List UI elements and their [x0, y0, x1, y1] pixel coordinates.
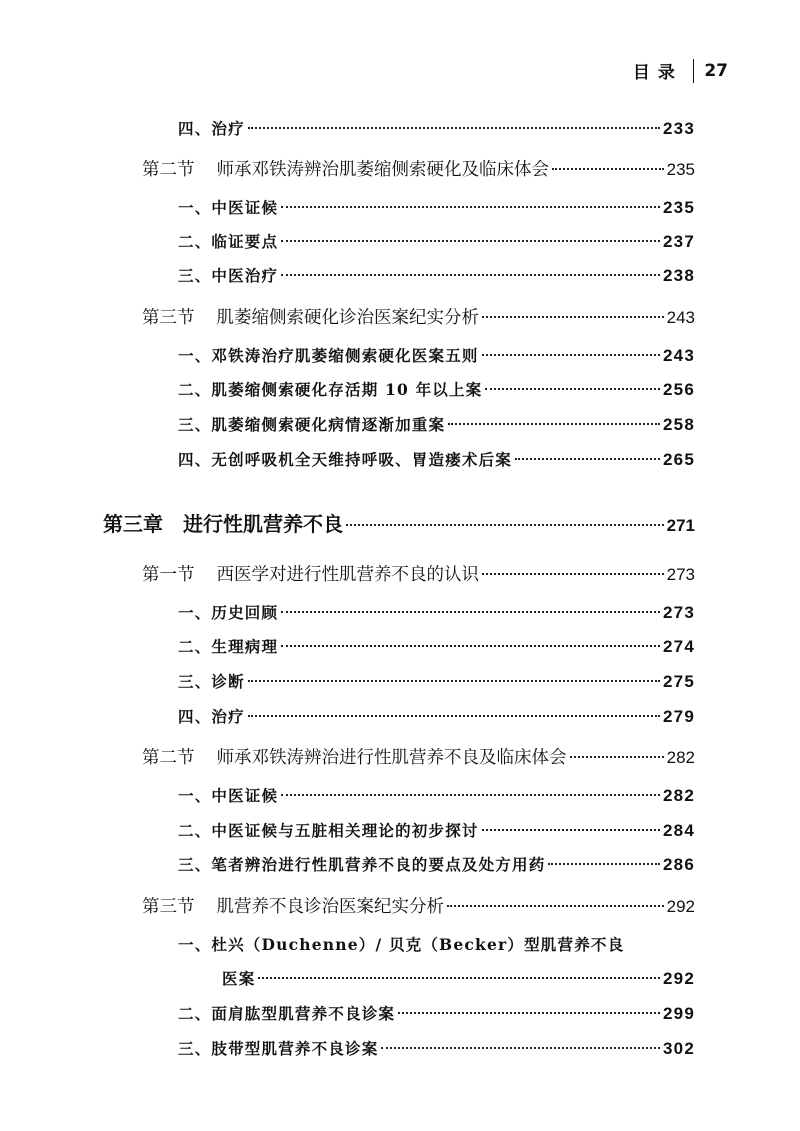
toc-number: 四、 [178, 119, 212, 138]
toc-entry[interactable] [178, 784, 695, 806]
toc-number: 第二节 [142, 748, 195, 768]
toc-entry[interactable] [178, 819, 695, 841]
toc-leader [515, 458, 660, 460]
toc-title: 治疗 [211, 119, 245, 138]
toc-leader [281, 240, 660, 242]
toc-number: 一、 [178, 346, 212, 365]
toc-entry[interactable] [178, 230, 695, 252]
toc-page: 243 [666, 308, 695, 327]
toc-title: 进行性肌营养不良 [183, 512, 343, 536]
toc-title: 肌营养不良诊治医案纪实分析 [216, 897, 444, 917]
toc-page: 265 [663, 450, 695, 469]
toc-title: 杜兴（Duchenne）/ 贝克（Becker）型肌营养不良 [211, 935, 625, 954]
toc-entry[interactable] [178, 344, 695, 366]
toc-page: 274 [663, 637, 695, 656]
toc-leader [281, 206, 660, 208]
toc-number: 二、 [178, 380, 212, 399]
toc-title: 肌萎缩侧索硬化存活期 10 年以上案 [211, 380, 483, 399]
toc-number: 三、 [178, 1039, 212, 1058]
toc-number: 第三节 [142, 897, 195, 917]
toc-number: 第一节 [142, 565, 195, 585]
toc-title: 西医学对进行性肌营养不良的认识 [216, 565, 479, 585]
toc-title: 笔者辨治进行性肌营养不良的要点及处方用药 [211, 855, 546, 874]
toc-entry[interactable] [178, 117, 695, 139]
toc-title: 生理病理 [211, 637, 279, 656]
header-page-number: 27 [704, 60, 728, 81]
toc-leader [398, 1012, 660, 1014]
toc-entry[interactable] [178, 196, 695, 218]
toc-page: 279 [663, 707, 695, 726]
toc-number: 二、 [178, 637, 212, 656]
toc-number: 三、 [178, 855, 212, 874]
toc-title: 面肩肱型肌营养不良诊案 [211, 1004, 396, 1023]
toc-leader [570, 756, 664, 758]
toc-page: 273 [666, 565, 695, 584]
toc-title: 历史回顾 [211, 603, 279, 622]
toc-entry-continuation[interactable] [222, 967, 695, 989]
toc-number: 第三章 [103, 512, 163, 536]
toc-number: 一、 [178, 198, 212, 217]
toc-entry[interactable] [178, 635, 695, 657]
toc-page: 271 [666, 516, 695, 535]
toc-entry[interactable] [142, 304, 695, 329]
toc-leader [552, 168, 664, 170]
toc-title: 无创呼吸机全天维持呼吸、胃造瘘术后案 [211, 450, 513, 469]
toc-entry-chapter[interactable] [103, 508, 695, 537]
toc-number: 第二节 [142, 160, 195, 180]
toc-page: 275 [663, 672, 695, 691]
toc-number: 二、 [178, 821, 212, 840]
toc-title: 中医治疗 [211, 266, 279, 285]
toc-number: 一、 [178, 603, 212, 622]
header-label: 目录 [632, 63, 683, 83]
toc-number: 二、 [178, 232, 212, 251]
toc-entry[interactable] [178, 1002, 695, 1024]
toc-page: 256 [663, 380, 695, 399]
toc-leader [482, 829, 660, 831]
toc-page: 235 [663, 198, 695, 217]
toc-title: 师承邓铁涛辨治肌萎缩侧索硬化及临床体会 [216, 160, 549, 180]
toc-leader [281, 274, 660, 276]
toc-page: 286 [663, 855, 695, 874]
toc-entry[interactable] [178, 853, 695, 875]
toc-number: 二、 [178, 1004, 212, 1023]
toc-page: 237 [663, 232, 695, 251]
toc-title: 邓铁涛治疗肌萎缩侧索硬化医案五则 [211, 346, 479, 365]
toc-leader [346, 524, 664, 526]
toc-entry[interactable] [178, 670, 695, 692]
toc-number: 一、 [178, 935, 212, 954]
toc-title: 中医证候 [211, 198, 279, 217]
toc-number: 三、 [178, 672, 212, 691]
toc-leader [281, 645, 660, 647]
toc-leader [482, 316, 664, 318]
toc-page: 233 [663, 119, 695, 138]
toc-page: 273 [663, 603, 695, 622]
toc-page: 282 [663, 786, 695, 805]
toc-leader [482, 573, 664, 575]
toc-title: 肌萎缩侧索硬化诊治医案纪实分析 [216, 308, 479, 328]
toc-title: 师承邓铁涛辨治进行性肌营养不良及临床体会 [216, 748, 567, 768]
toc-leader [485, 388, 660, 390]
toc-entry[interactable] [178, 448, 695, 470]
toc-title: 诊断 [211, 672, 245, 691]
toc-leader [448, 423, 660, 425]
toc-page: 238 [663, 266, 695, 285]
toc-title: 医案 [222, 969, 256, 988]
toc-entry[interactable] [178, 705, 695, 727]
toc-page: 235 [666, 160, 695, 179]
toc-leader [482, 354, 660, 356]
toc-leader [381, 1047, 660, 1049]
toc-leader [258, 977, 660, 979]
toc-title: 治疗 [211, 707, 245, 726]
toc-page: 243 [663, 346, 695, 365]
toc-page: 292 [663, 969, 695, 988]
toc-entry-wrapped-line[interactable] [178, 933, 624, 955]
toc-entry[interactable] [178, 413, 695, 435]
toc-number: 第三节 [142, 308, 195, 328]
toc-page: 258 [663, 415, 695, 434]
toc-leader [548, 863, 660, 865]
toc-number: 四、 [178, 450, 212, 469]
toc-number: 三、 [178, 266, 212, 285]
toc-entry[interactable] [142, 156, 695, 181]
toc-leader [281, 611, 660, 613]
toc-title: 中医证候与五脏相关理论的初步探讨 [211, 821, 479, 840]
toc-page: 299 [663, 1004, 695, 1023]
toc-entry[interactable] [178, 378, 695, 400]
toc-entry[interactable] [178, 601, 695, 623]
toc-title: 临证要点 [211, 232, 279, 251]
toc-title: 肌萎缩侧索硬化病情逐渐加重案 [211, 415, 446, 434]
toc-page: 292 [666, 897, 695, 916]
toc-number: 三、 [178, 415, 212, 434]
toc-number: 四、 [178, 707, 212, 726]
toc-page: 282 [666, 748, 695, 767]
toc-entry[interactable] [142, 561, 695, 586]
toc-number: 一、 [178, 786, 212, 805]
toc-leader [281, 794, 660, 796]
toc-entry[interactable] [142, 893, 695, 918]
toc-entry[interactable] [142, 744, 695, 769]
toc-entry[interactable] [178, 264, 695, 286]
toc-leader [248, 680, 660, 682]
toc-entry[interactable] [178, 1037, 695, 1059]
toc-page: 302 [663, 1039, 695, 1058]
toc-title: 中医证候 [211, 786, 279, 805]
toc-leader [248, 127, 660, 129]
toc-leader [447, 905, 664, 907]
toc-page: 284 [663, 821, 695, 840]
toc-leader [248, 715, 660, 717]
toc-title: 肢带型肌营养不良诊案 [211, 1039, 379, 1058]
